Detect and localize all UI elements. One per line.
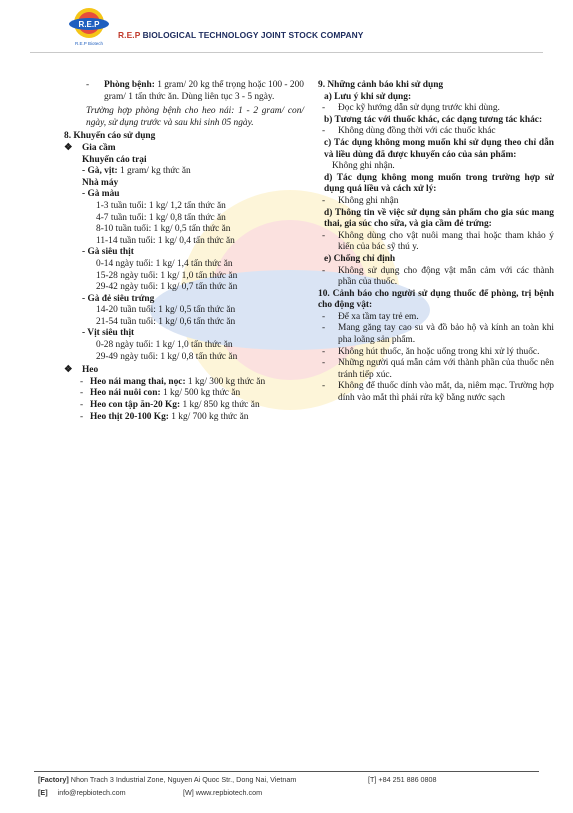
d2-item xyxy=(318,231,554,254)
web-group xyxy=(183,788,262,797)
ga-vit-label: - Gà, vịt: xyxy=(82,166,118,177)
right-column xyxy=(318,80,554,405)
heo-row-label: Heo nái mang thai, nọc: xyxy=(90,376,186,387)
dash-bullet: - xyxy=(322,311,326,322)
a-text: Đọc kỹ hướng dẫn sử dụng trước khi dùng. xyxy=(338,103,500,114)
vit-sieu-thit-heading: - Vịt siêu thịt xyxy=(82,328,135,339)
phong-benh-label: Phòng bệnh: xyxy=(104,80,155,90)
heo-row-text: 1 kg/ 300 kg thức ăn xyxy=(185,376,266,387)
ga-sieu-thit-row: 0-14 ngày tuổi: 1 kg/ 1,4 tấn thức ăn xyxy=(96,258,233,269)
dash-bullet: - xyxy=(322,323,326,334)
ga-mau-row: 11-14 tuần tuổi: 1 kg/ 0,4 tấn thức ăn xyxy=(96,235,235,246)
sec10-text: Những người quá mẫn cảm với thành phần của thuốc nên tránh tiếp xúc. xyxy=(338,358,554,380)
sec10-text: Không để thuốc dính vào mắt, da, niêm mạc. Trường hợp dính vào mắt thì phải rửa kỹ bằng nước sạch xyxy=(338,381,554,404)
footer-divider xyxy=(34,771,539,772)
a-title: a) Lưu ý khi sử dụng: xyxy=(324,91,412,102)
heo-row xyxy=(64,400,304,412)
factory-label: [Factory] xyxy=(38,775,69,784)
ga-vit-text: 1 gram/ kg thức ăn xyxy=(117,166,191,177)
web-label: [W] xyxy=(183,788,194,797)
footer-line-1 xyxy=(38,775,538,784)
dash-bullet: - xyxy=(80,411,84,422)
ga-mau-row: 4-7 tuần tuổi: 1 kg/ 0,8 tấn thức ăn xyxy=(96,212,226,223)
web-address[interactable]: www.repbiotech.com xyxy=(195,788,263,797)
factory-address: Nhon Trach 3 Industrial Zone, Nguyen Ai Quoc Str., Dong Nai, Vietnam xyxy=(70,775,297,784)
heo-label: Heo xyxy=(82,365,99,376)
sec10-item xyxy=(318,381,554,404)
ga-sieu-thit-row: 15-28 ngày tuổi: 1 kg/ 1,0 tấn thức ăn xyxy=(96,270,238,281)
heo-row-text: 1 kg/ 850 kg thức ăn xyxy=(180,400,260,411)
dash-bullet: - xyxy=(80,400,84,411)
sec10-text: Mang găng tay cao su và đồ bảo hộ và kính an toàn khi pha loãng sản phẩm. xyxy=(338,323,554,346)
dash-bullet: - xyxy=(322,381,326,392)
nha-may-heading: Nhà máy xyxy=(82,177,119,188)
c-title: c) Tác dụng không mong muốn khi sử dụng theo chỉ dẫn và liều dùng đã được khuyến cáo của sản phẩm: xyxy=(324,137,554,160)
ga-vit-row xyxy=(64,166,304,178)
diamond-bullet-icon: ❖ xyxy=(64,365,73,376)
company-name-rest: BIOLOGICAL TECHNOLOGY JOINT STOCK COMPANY xyxy=(140,30,364,40)
dash-bullet: - xyxy=(322,265,326,276)
heo-row-text: 1 kg/ 700 kg thức ăn xyxy=(168,411,249,422)
c-text: Không ghi nhận. xyxy=(332,161,395,172)
phong-benh-text: 1 gram/ 20 kg thể trọng hoặc 100 - 200 gram/ 1 tấn thức ăn. Dùng liên tục 3 - 5 ngày. xyxy=(104,80,304,102)
e-title: e) Chống chỉ định xyxy=(324,253,396,264)
section-9-heading: 9. Những cảnh báo khi sử dụng xyxy=(318,80,444,90)
phong-benh-item xyxy=(64,80,304,103)
dash-bullet: - xyxy=(322,103,326,114)
b-text: Không dùng đồng thời với các thuốc khác xyxy=(338,126,496,137)
a-item xyxy=(318,103,554,115)
e-item xyxy=(318,266,554,289)
ga-sieu-thit-row: 29-42 ngày tuổi: 1 kg/ 0,7 tấn thức ăn xyxy=(96,282,238,293)
ga-mau-heading: - Gà màu xyxy=(82,189,120,200)
dash-bullet: - xyxy=(322,358,326,369)
sec10-item xyxy=(318,358,554,381)
tel-number: +84 251 886 0808 xyxy=(378,775,437,784)
dash-bullet: - xyxy=(86,80,90,90)
truong-hop-note: Trường hợp phòng bệnh cho heo nái: 1 - 2 gram/ con/ ngày, sử dụng trước và sau khi sinh 05 ngày. xyxy=(86,106,304,128)
sec10-item xyxy=(318,347,554,359)
footer-line-2 xyxy=(38,788,538,797)
ga-sieu-thit-heading: - Gà siêu thịt xyxy=(82,247,134,258)
khuyen-cao-trai: Khuyến cáo trại xyxy=(82,154,147,165)
dash-bullet: - xyxy=(322,195,326,206)
ga-de-row: 14-20 tuần tuổi: 1 kg/ 0,5 tấn thức ăn xyxy=(96,305,236,316)
email-address[interactable]: info@repbiotech.com xyxy=(57,788,126,797)
d1-title: d) Tác dụng không mong muốn trong trường hợp sử dụng quá liều và cách xử lý: xyxy=(324,172,554,195)
b-item xyxy=(318,126,554,138)
heo-row xyxy=(64,377,304,389)
sec10-text: Không hút thuốc, ăn hoặc uống trong khi xử lý thuốc. xyxy=(338,346,540,357)
diamond-bullet-icon: ❖ xyxy=(64,142,73,153)
dash-bullet: - xyxy=(322,346,326,357)
gia-cam-label: Gia cầm xyxy=(82,142,116,153)
sec10-item xyxy=(318,323,554,346)
header-divider xyxy=(30,52,543,53)
dash-bullet: - xyxy=(80,388,84,399)
ga-mau-row: 8-10 tuần tuổi: 1 kg/ 0,5 tấn thức ăn xyxy=(96,224,231,235)
company-name xyxy=(118,30,363,40)
heo-row-label: Heo thịt 20-100 Kg: xyxy=(90,411,169,422)
heo-row-text: 1 kg/ 500 kg thức ăn xyxy=(160,388,241,399)
dash-bullet: - xyxy=(80,376,84,387)
vit-row: 29-49 ngày tuổi: 1 kg/ 0,8 tấn thức ăn xyxy=(96,351,238,362)
d1-item xyxy=(318,196,554,208)
d2-title: d) Thông tin về việc sử dụng sản phẩm cho gia súc mang thai, gia súc cho sữa, và gia cầm đẻ trứng: xyxy=(324,207,554,230)
heo-row xyxy=(64,388,304,400)
b-title: b) Tương tác với thuốc khác, các dạng tương tác khác: xyxy=(324,114,543,125)
heo-row xyxy=(64,412,304,424)
left-column xyxy=(64,80,304,423)
d1-text: Không ghi nhận xyxy=(338,195,399,206)
page-header xyxy=(0,0,573,60)
company-prefix: R.E.P xyxy=(118,30,141,40)
gia-cam-heading xyxy=(64,143,304,155)
email-label: [E] xyxy=(38,788,48,797)
dash-bullet: - xyxy=(322,126,326,137)
tel-group xyxy=(368,775,437,784)
section-10-heading: 10. Cảnh báo cho người sử dụng thuốc để phòng, trị bệnh cho động vật: xyxy=(318,288,554,311)
ga-de-row: 21-54 tuần tuổi: 1 kg/ 0,6 tấn thức ăn xyxy=(96,316,236,327)
ga-mau-row: 1-3 tuần tuổi: 1 kg/ 1,2 tấn thức ăn xyxy=(96,200,226,211)
heo-row-label: Heo con tập ăn-20 Kg: xyxy=(90,400,181,411)
section-8-heading: 8. Khuyến cáo sử dụng xyxy=(64,131,156,142)
tel-label: [T] xyxy=(368,775,377,784)
d2-text: Không dùng cho vật nuôi mang thai hoặc tham khảo ý kiến của bác sỹ thú y. xyxy=(338,230,554,253)
sec10-text: Để xa tầm tay trẻ em. xyxy=(338,311,419,322)
e-text: Không sử dụng cho động vật mẫn cảm với các thành phần của thuốc. xyxy=(338,265,554,288)
logo-text: R.E.P xyxy=(78,20,100,29)
company-logo xyxy=(64,6,114,48)
heo-row-label: Heo nái nuôi con: xyxy=(90,388,161,399)
logo-subtext: R.E.P Biotech xyxy=(75,41,103,46)
dash-bullet: - xyxy=(322,230,326,241)
vit-row: 0-28 ngày tuổi: 1 kg/ 1,0 tấn thức ăn xyxy=(96,340,233,351)
ga-de-heading: - Gà đẻ siêu trứng xyxy=(82,293,155,304)
heo-heading xyxy=(64,365,304,377)
sec10-item xyxy=(318,312,554,324)
